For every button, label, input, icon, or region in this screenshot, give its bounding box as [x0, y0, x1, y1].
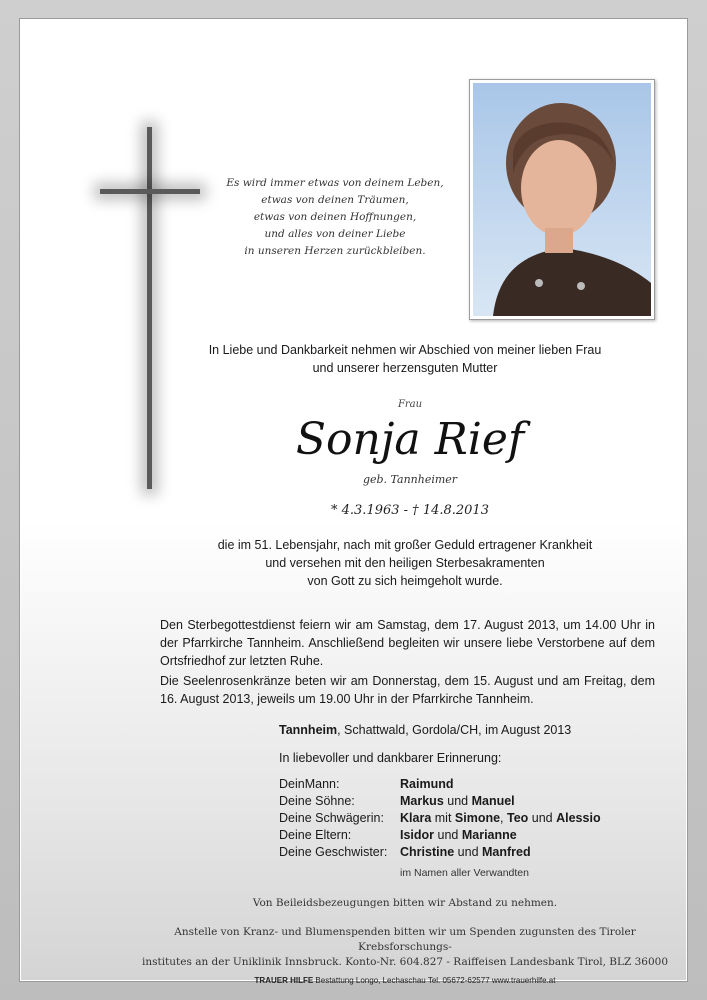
rosary-text: Die Seelenrosenkränze beten wir am Donnerstag, dem 15. August und am Freitag, dem 16. August 2013, jeweils um 19.00 Uhr in der Pfarrkirche Tannheim. — [160, 674, 655, 706]
family-role: DeinMann: — [279, 777, 340, 791]
cross-icon — [147, 127, 152, 489]
family-row — [279, 844, 601, 861]
family-member-name: Christine — [400, 845, 455, 859]
service-text: Den Sterbegottestdienst feiern wir am Samstag, dem 17. August 2013, um 14.00 Uhr in der Pfarrkirche Tannheim. Anschließend begleiten wir unsere liebe Verstorbene auf dem Ortsfriedhof zur letzten Ruhe. — [160, 618, 655, 668]
place-date — [279, 723, 571, 737]
intro-line: und unserer herzensguten Mutter — [312, 361, 498, 375]
intro-line: In Liebe und Dankbarkeit nehmen wir Abschied von meiner lieben Frau — [208, 343, 602, 357]
age-line: von Gott zu sich heimgeholt wurde. — [307, 574, 503, 588]
poem-line: und alles von deiner Liebe — [264, 228, 406, 240]
family-member-name: Alessio — [556, 811, 601, 825]
donation-note — [140, 925, 670, 970]
family-list — [279, 776, 601, 861]
place-rest: , Schattwald, Gordola/CH, im August 2013 — [337, 723, 572, 737]
family-member-name: Manuel — [471, 794, 515, 808]
deceased-name: Sonja Rief — [295, 414, 525, 465]
memory-text: In liebevoller und dankbarer Erinnerung: — [279, 751, 502, 765]
family-role: Deine Schwägerin: — [279, 811, 384, 825]
poem-line: Es wird immer etwas von deinem Leben, — [226, 177, 444, 189]
salutation: Frau — [397, 399, 423, 410]
family-row — [279, 827, 601, 844]
family-connector: und — [454, 845, 482, 859]
family-member-name: Isidor — [400, 828, 435, 842]
family-connector: und — [434, 828, 462, 842]
family-member-name: Marianne — [461, 828, 517, 842]
family-member-name: Simone — [454, 811, 501, 825]
footer-text: Bestattung Longo, Lechaschau Tel. 05672-62577 www.trauerhilfe.at — [313, 976, 556, 985]
family-role: Deine Eltern: — [279, 828, 352, 842]
family-names — [400, 827, 517, 844]
life-dates: * 4.3.1963 - † 14.8.2013 — [331, 503, 489, 518]
intro-text — [160, 341, 650, 377]
poem — [220, 175, 450, 260]
family-row — [279, 810, 601, 827]
family-member-name: Teo — [507, 811, 529, 825]
cross-icon-bar — [100, 189, 200, 194]
age-line: und versehen mit den heiligen Sterbesakramenten — [265, 556, 545, 570]
footer-brand: TRAUER HILFE — [254, 976, 314, 985]
poem-line: in unseren Herzen zurückbleiben. — [244, 245, 426, 257]
family-member-name: Manfred — [482, 845, 531, 859]
footer — [160, 976, 650, 985]
family-member-name: Raimund — [400, 777, 454, 791]
family-names — [400, 844, 531, 861]
family-role: Deine Söhne: — [279, 794, 355, 808]
poem-line: etwas von deinen Hoffnungen, — [253, 211, 417, 223]
family-row — [279, 776, 601, 793]
portrait-image — [473, 83, 651, 316]
family-connector: , — [500, 811, 507, 825]
family-connector: und — [528, 811, 557, 825]
donation-line: institutes an der Uniklinik Innsbruck. Konto-Nr. 604.827 - Raiffeisen Landesbank Tirol, BLZ 36000 — [141, 956, 669, 968]
family-row — [279, 793, 601, 810]
family-member-name: Markus — [400, 794, 444, 808]
family-names — [400, 776, 453, 793]
family-member-name: Klara — [400, 811, 432, 825]
relatives-text: im Namen aller Verwandten — [400, 867, 529, 879]
condolence-note: Von Beileidsbezeugungen bitten wir Abstand zu nehmen. — [252, 897, 558, 909]
family-connector: und — [443, 794, 472, 808]
place-town: Tannheim — [279, 723, 338, 737]
maiden-name: geb. Tannheimer — [362, 473, 458, 486]
age-line: die im 51. Lebensjahr, nach mit großer Geduld ertragener Krankheit — [217, 538, 593, 552]
portrait-photo — [469, 79, 655, 320]
family-role: Deine Geschwister: — [279, 845, 388, 859]
family-names — [400, 810, 601, 827]
poem-line: etwas von deinen Träumen, — [261, 194, 409, 206]
family-names — [400, 793, 515, 810]
obituary-card — [19, 18, 688, 985]
donation-line: Anstelle von Kranz- und Blumenspenden bitten wir um Spenden zugunsten des Tiroler Krebsforschungs- — [174, 926, 636, 953]
age-text — [160, 536, 650, 590]
family-connector: mit — [431, 811, 455, 825]
